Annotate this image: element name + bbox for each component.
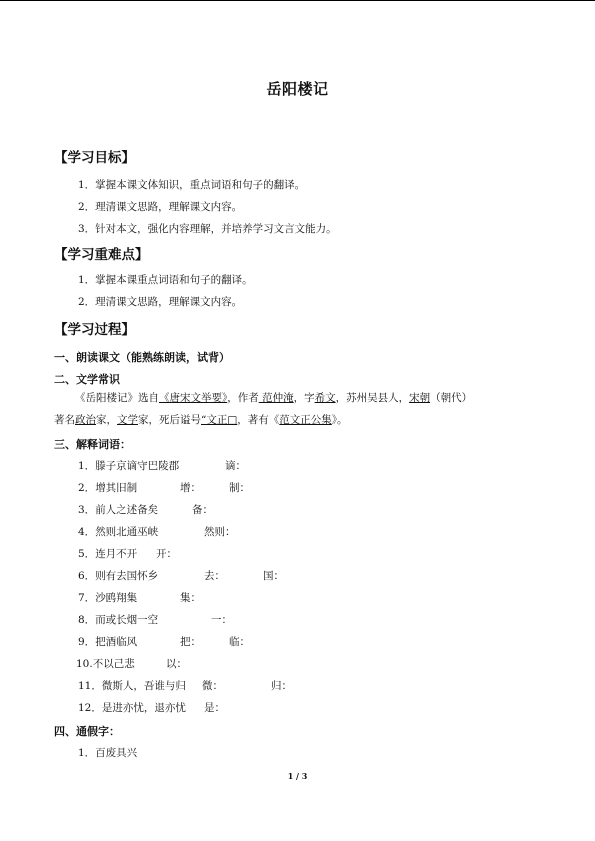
objectives-heading: 【学习目标】 — [54, 150, 135, 166]
collected-works: 范文正公集 — [279, 414, 332, 426]
vocab-phrase: 则有去国怀乡 — [95, 570, 159, 582]
dynasty: 宋朝 — [409, 392, 431, 404]
vocab-item — [78, 568, 158, 583]
vocab-number: 8． — [78, 614, 96, 626]
vocab-phrase: 微斯人，吾谁与归 — [101, 680, 186, 692]
vocab-item — [78, 634, 137, 649]
objective-item: 1．掌握本课文体知识，重点词语和句子的翻译。 — [78, 179, 306, 191]
vocab-target: 谪： — [225, 460, 246, 472]
vocab-number: 6． — [78, 570, 96, 582]
vocab-item — [78, 612, 158, 627]
vocab-target: 一： — [211, 614, 232, 626]
section-vocab: 三、解释词语： — [54, 438, 131, 451]
vocab-item — [78, 480, 137, 495]
key-point-item: 1．掌握本课重点词语和句子的翻译。 — [78, 274, 253, 286]
vocab-number: 1． — [78, 460, 96, 472]
vocab-item — [78, 458, 179, 473]
key-point-item: 2．理清课文思路，理解课文内容。 — [78, 296, 243, 308]
section-literature: 二、文学常识 — [54, 373, 120, 386]
vocab-item — [78, 524, 158, 539]
section-tongjia: 四、通假字： — [54, 725, 120, 738]
objective-item: 3．针对本文，强化内容理解，并培养学习文言文能力。 — [78, 223, 337, 235]
source-book: 《唐宋文举要》 — [159, 392, 228, 404]
vocab-number: 10. — [76, 658, 93, 670]
vocab-item — [76, 656, 135, 671]
vocab-target: 去： — [204, 570, 225, 582]
top-border — [0, 0, 595, 1]
vocab-target: 把： — [180, 636, 201, 648]
vocab-phrase: 滕子京谪守巴陵郡 — [95, 460, 180, 472]
vocab-item — [78, 502, 158, 517]
objective-item: 2．理清课文思路，理解课文内容。 — [78, 201, 243, 213]
literature-paragraph: 《岳阳楼记》选自《唐宋文举要》，作者 范仲淹，字希文，苏州吴县人，宋朝（朝代） 著名政治家，文学家，死后谥号“文正□，著有《范文正公集》。 — [54, 392, 473, 426]
page-title: 岳阳楼记 — [266, 80, 329, 98]
vocab-phrase: 是进亦忧，退亦忧 — [101, 702, 186, 714]
vocab-target: 微： — [202, 680, 223, 692]
vocab-phrase: 不以己悲 — [92, 658, 135, 670]
vocab-item — [78, 700, 186, 715]
vocab-phrase: 然则北通巫峡 — [95, 526, 159, 538]
vocab-target: 国： — [263, 570, 284, 582]
vocab-target: 归： — [271, 680, 292, 692]
vocab-target: 制： — [229, 482, 250, 494]
vocab-number: 11． — [78, 680, 102, 692]
process-heading: 【学习过程】 — [54, 322, 135, 338]
vocab-number: 12． — [78, 702, 102, 714]
vocab-number: 5． — [78, 548, 96, 560]
vocab-number: 9． — [78, 636, 96, 648]
vocab-target: 集： — [180, 592, 201, 604]
vocab-target: 开： — [156, 548, 177, 560]
vocab-target: 增： — [180, 482, 201, 494]
vocab-number: 7． — [78, 592, 96, 604]
vocab-target: 以： — [166, 658, 187, 670]
author-name: 范仲淹 — [258, 392, 294, 404]
vocab-item — [78, 546, 137, 561]
vocab-item — [78, 590, 137, 605]
vocab-phrase: 前人之述备矣 — [95, 504, 159, 516]
vocab-phrase: 而或长烟一空 — [95, 614, 159, 626]
vocab-number: 4． — [78, 526, 96, 538]
vocab-target: 备： — [192, 504, 213, 516]
page-number: 1 / 3 — [287, 771, 308, 781]
vocab-number: 2． — [78, 482, 96, 494]
courtesy-name: 希文 — [314, 392, 336, 404]
posthumous-title: “文正□ — [201, 414, 238, 426]
vocab-number: 3． — [78, 504, 96, 516]
vocab-target: 临： — [229, 636, 250, 648]
tongjia-item: 1．百废具兴 — [78, 747, 138, 759]
vocab-item — [78, 678, 186, 693]
vocab-phrase: 增其旧制 — [95, 482, 138, 494]
vocab-phrase: 把酒临风 — [95, 636, 138, 648]
vocab-phrase: 连月不开 — [95, 548, 138, 560]
vocab-phrase: 沙鸥翔集 — [95, 592, 138, 604]
vocab-target: 然则： — [204, 526, 236, 538]
section-reading: 一、朗读课文（能熟练朗读，试背） — [54, 351, 230, 364]
vocab-target: 是： — [204, 702, 225, 714]
key-points-heading: 【学习重难点】 — [54, 247, 149, 263]
